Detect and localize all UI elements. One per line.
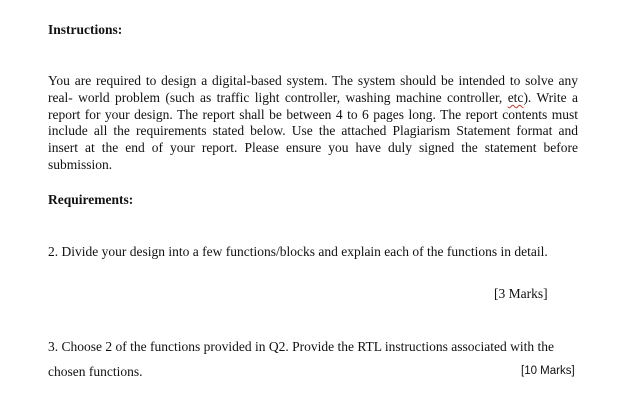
instructions-paragraph [48,73,578,174]
requirement-item-2-marks: [3 Marks] [494,286,548,301]
requirement-item-3-marks: [10 Marks] [521,365,575,377]
requirement-item-2: 2. Divide your design into a few functions/blocks and explain each of the functions in detail. [48,244,548,259]
spellcheck-flagged-word: etc [507,89,524,105]
instructions-text-start: You are required to design a digital-based system. The system should be intended to solve any real- world problem (such as traffic light controller, washing machine controller, [48,73,578,105]
requirement-item-3-line2: chosen functions. [48,364,143,379]
requirement-item-3-line1: 3. Choose 2 of the functions provided in Q2. Provide the RTL instructions associated with the [48,339,554,354]
instructions-heading: Instructions: [48,22,123,37]
requirements-heading: Requirements: [48,192,134,207]
instructions-text-end: ). Write a report for your design. The report shall be between 4 to 6 pages long. The report contents must include all the requirements stated below. Use the attached Plagiarism Statement format and insert at the end of your report. Please ensure you have duly signed the statement before submission. [48,89,579,172]
